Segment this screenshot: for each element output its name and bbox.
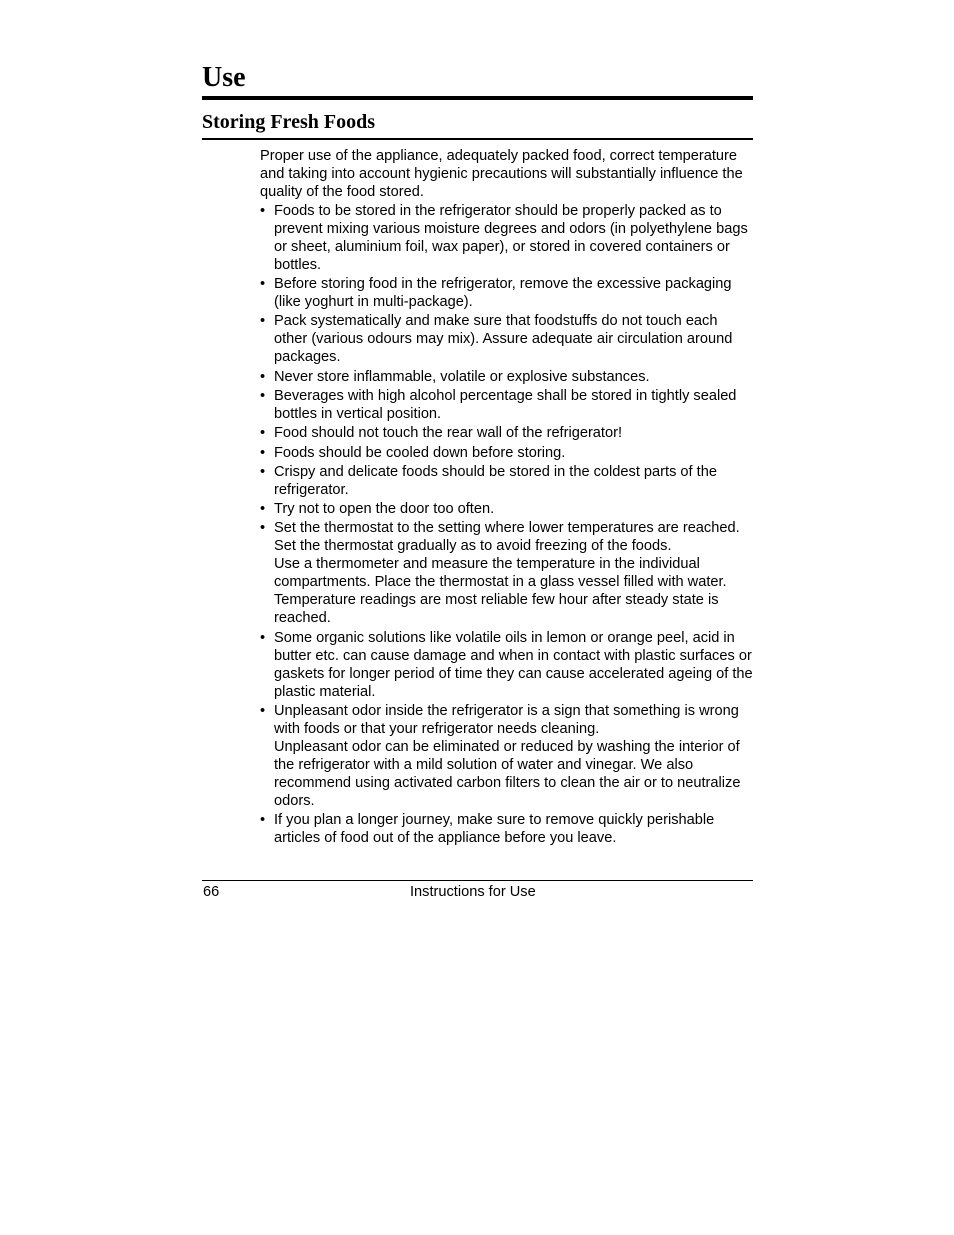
bullet-icon: • [260,425,266,442]
bullet-text: Never store inflammable, volatile or explosive substances. [274,368,650,385]
bullet-item [260,312,753,366]
bullet-text: Some organic solutions like volatile oils in lemon or orange peel, acid in butter etc. can cause damage and when in contact with plastic surfaces or gaskets for longer period of time they can cause accelerated ageing of the plastic material. [274,629,753,700]
bullet-item [260,368,753,386]
bullet-icon: • [260,629,266,646]
bullet-text: Pack systematically and make sure that foodstuffs do not touch each other (various odours may mix). Assure adequate air circulation around packages. [274,313,733,366]
bullet-text: Foods should be cooled down before storing. [274,444,566,461]
bullet-icon: • [260,368,266,385]
page-number: 66 [203,884,220,900]
bullet-icon: • [260,387,266,404]
bullet-extra-text: Use a thermometer and measure the temperature in the individual compartments. Place the thermostat in a glass vessel filled with water. Temperature readings are most reliable few hour after steady state is reached. [274,556,727,627]
bullet-text: Crispy and delicate foods should be stored in the coldest parts of the refrigerator. [274,463,717,498]
bullet-icon: • [260,313,266,330]
bullet-icon: • [260,202,266,219]
section-title: Storing Fresh Foods [202,111,375,133]
bullet-text: Before storing food in the refrigerator, remove the excessive packaging (like yoghurt in multi-package). [274,276,732,311]
bullet-extra-text: Unpleasant odor can be eliminated or reduced by washing the interior of the refrigerator with a mild solution of water and vinegar. We also recommend using activated carbon filters to clean the air or to neutralize odors. [274,739,741,810]
bullet-text: Food should not touch the rear wall of the refrigerator! [274,425,623,442]
bullet-icon: • [260,501,266,518]
bullet-item [260,811,753,847]
bullet-icon: • [260,444,266,461]
bullet-item [260,519,753,627]
content [260,147,753,848]
bullet-text: Set the thermostat to the setting where lower temperatures are reached. Set the thermostat gradually as to avoid freezing of the foods. [274,520,740,555]
bullet-text: Foods to be stored in the refrigerator should be properly packed as to prevent mixing various moisture degrees and odors (in polyethylene bags or sheet, aluminium foil, wax paper), or stored in covered containers or bottles. [274,202,748,273]
bullet-icon: • [260,812,266,829]
intro-paragraph: Proper use of the appliance, adequately packed food, correct temperature and taking into account hygienic precautions will substantially influence the quality of the food stored. [260,147,743,200]
bullet-icon: • [260,276,266,293]
bullet-item [260,444,753,462]
bullet-icon: • [260,463,266,480]
chapter-rule [202,96,753,100]
bullet-text: Beverages with high alcohol percentage shall be stored in tightly sealed bottles in vertical position. [274,387,737,422]
bullet-icon: • [260,703,266,720]
bullet-item [260,387,753,423]
bullet-list [260,202,753,848]
bullet-item [260,463,753,499]
chapter-title: Use [202,62,246,93]
bullet-text: If you plan a longer journey, make sure to remove quickly perishable articles of food out of the appliance before you leave. [274,812,715,847]
bullet-text: Try not to open the door too often. [274,501,495,518]
page [202,62,753,847]
bullet-text: Unpleasant odor inside the refrigerator is a sign that something is wrong with foods or that your refrigerator needs cleaning. [274,703,739,738]
footer-title: Instructions for Use [410,884,536,900]
bullet-item [260,202,753,274]
bullet-icon: • [260,520,266,537]
bullet-item [260,500,753,518]
section-rule [202,138,753,140]
bullet-item [260,702,753,810]
bullet-item [260,424,753,442]
bullet-item [260,275,753,311]
footer [202,880,753,900]
bullet-item [260,629,753,701]
